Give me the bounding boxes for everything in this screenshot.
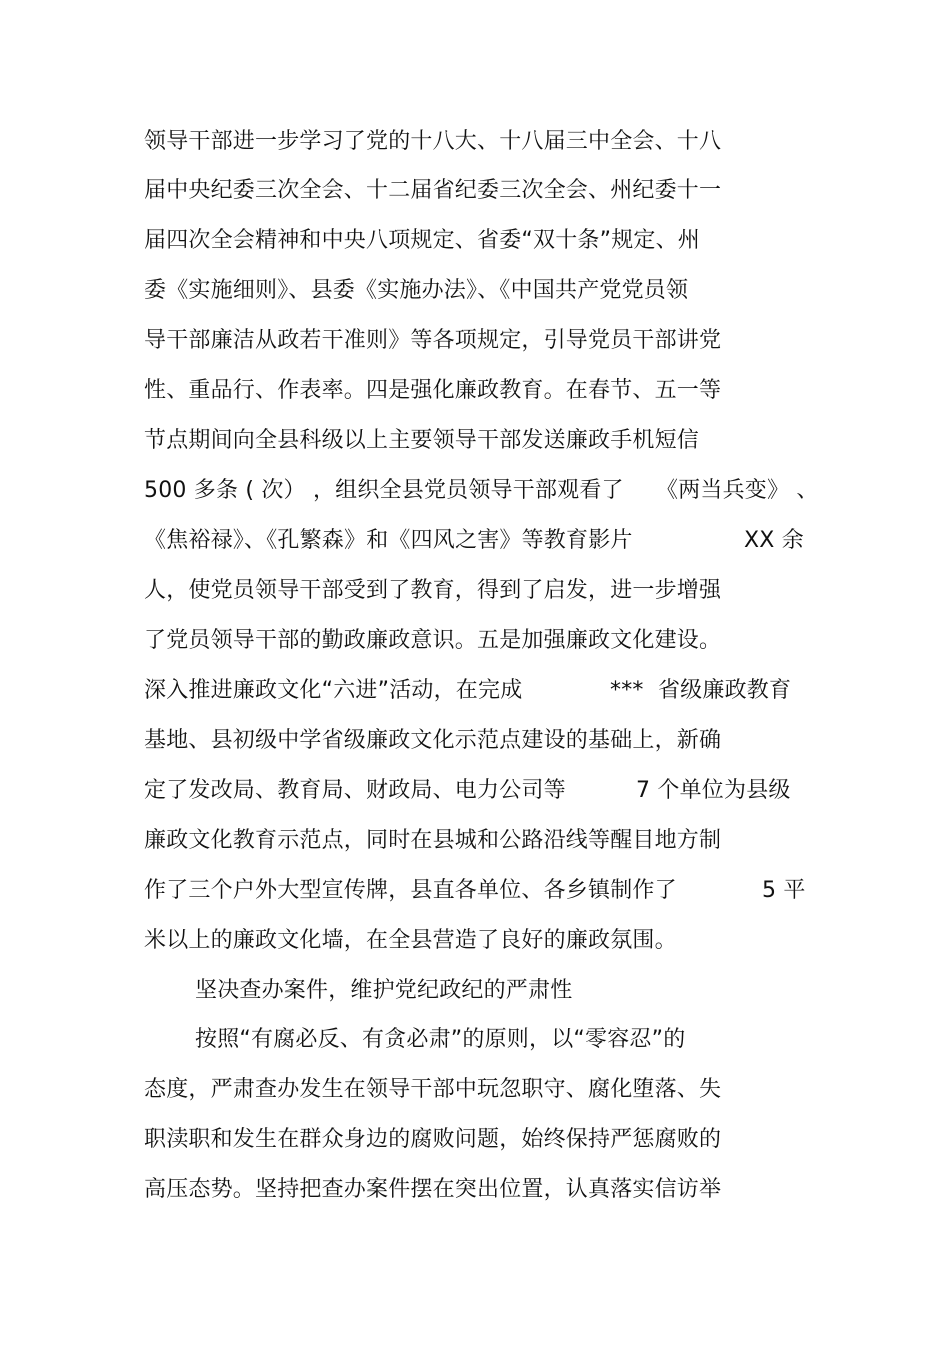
body-text-line: 职渎职和发生在群众身边的腐败问题，始终保持严惩腐败的 xyxy=(144,1127,722,1152)
text-segment: 500 多条 ( 次） ，组织全县党员领导干部观看了 xyxy=(144,478,624,503)
body-text-line: 了党员领导干部的勤政廉政意识。五是加强廉政文化建设。 xyxy=(144,628,722,653)
paragraph-first-line: 按照“有腐必反、有贪必肃”的原则，以“零容忍”的 xyxy=(195,1027,686,1052)
body-text-line: 米以上的廉政文化墙，在全县营造了良好的廉政氛围。 xyxy=(144,928,677,953)
text-segment: 5 平 xyxy=(762,878,806,903)
body-text-line: 领导干部进一步学习了党的十八大、十八届三中全会、十八 xyxy=(144,129,722,154)
text-segment: 《焦裕禄》、《孔繁森》和《四风之害》等教育影片 xyxy=(144,528,633,553)
text-segment: *** 省级廉政教育 xyxy=(610,678,792,703)
body-text-line: 人，使党员领导干部受到了教育，得到了启发，进一步增强 xyxy=(144,578,722,603)
text-segment: 定了发改局、教育局、财政局、电力公司等 xyxy=(144,778,566,803)
body-text-line: 导干部廉洁从政若干准则》等各项规定，引导党员干部讲党 xyxy=(144,328,722,353)
body-text-line: 性、重品行、作表率。四是强化廉政教育。在春节、五一等 xyxy=(144,378,722,403)
body-text-line: 节点期间向全县科级以上主要领导干部发送廉政手机短信 xyxy=(144,428,700,453)
text-segment: XX 余 xyxy=(744,528,804,553)
text-segment: 7 个单位为县级 xyxy=(636,778,791,803)
body-text-line: 高压态势。坚持把查办案件摆在突出位置，认真落实信访举 xyxy=(144,1177,722,1202)
body-text-line: 态度，严肃查办发生在领导干部中玩忽职守、腐化堕落、失 xyxy=(144,1077,722,1102)
body-text-line: 基地、县初级中学省级廉政文化示范点建设的基础上，新确 xyxy=(144,728,722,753)
text-segment: 《两当兵变》 、 xyxy=(656,478,819,503)
section-heading: 坚决查办案件，维护党纪政纪的严肃性 xyxy=(195,978,573,1003)
text-segment: 作了三个户外大型宣传牌，县直各单位、各乡镇制作了 xyxy=(144,878,677,903)
body-text-line: 委《实施细则》、县委《实施办法》、《中国共产党党员领 xyxy=(144,278,689,303)
text-segment: 深入推进廉政文化“六进”活动，在完成 xyxy=(144,678,523,703)
body-text-line: 届四次全会精神和中央八项规定、省委“双十条”规定、州 xyxy=(144,228,700,253)
body-text-line: 廉政文化教育示范点，同时在县城和公路沿线等醒目地方制 xyxy=(144,828,722,853)
body-text-line: 届中央纪委三次全会、十二届省纪委三次全会、州纪委十一 xyxy=(144,178,722,203)
